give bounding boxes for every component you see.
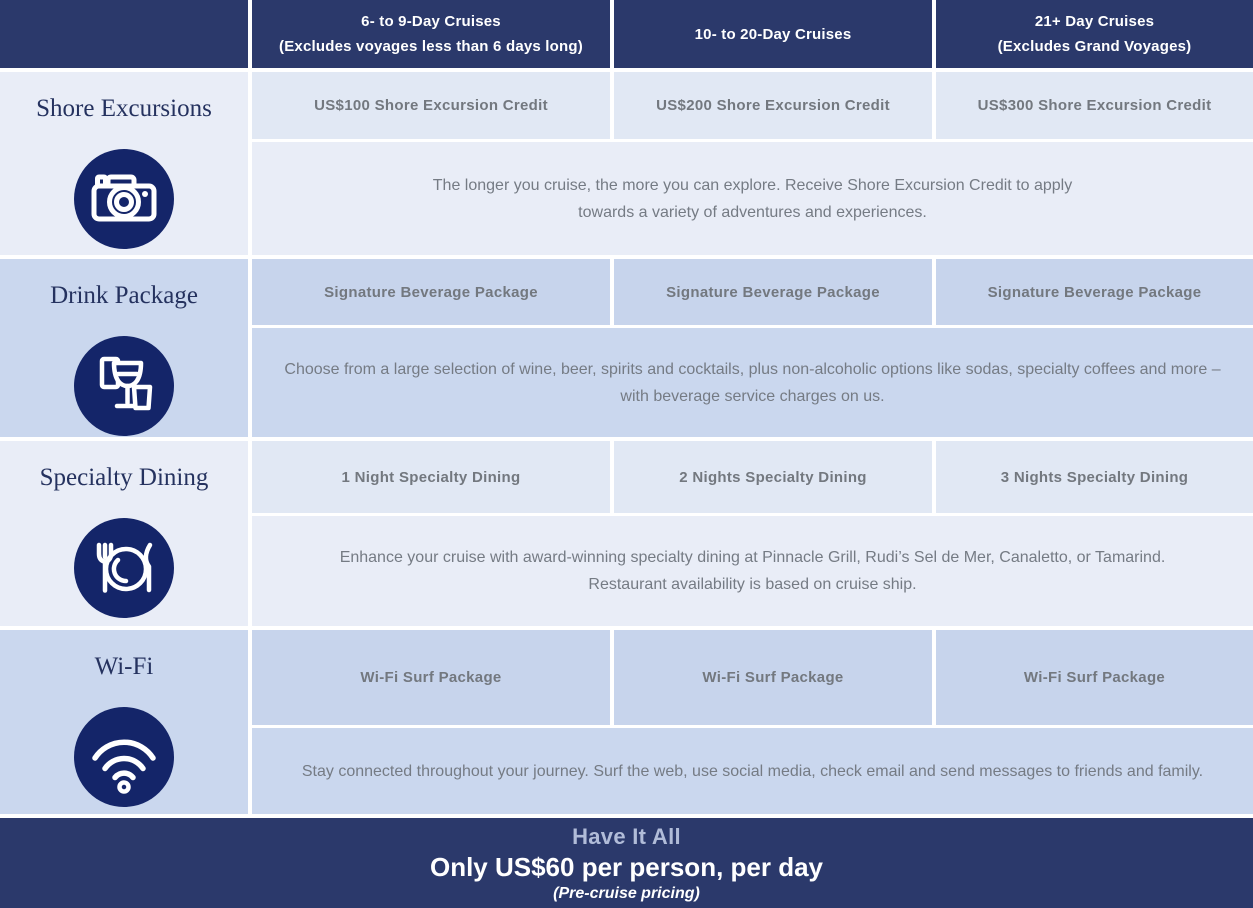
have-it-all-banner — [0, 818, 1253, 908]
column-title: 21+ Day Cruises — [1034, 13, 1155, 30]
row-shore-excursions — [0, 72, 1253, 255]
value-cells — [252, 630, 1253, 725]
column-subtitle: (Excludes voyages less than 6 days long) — [279, 38, 583, 55]
category-cell-specialty-dining — [0, 441, 248, 626]
value-cell: Signature Beverage Package — [252, 259, 610, 325]
category-cell-wifi — [0, 630, 248, 814]
row-content — [252, 441, 1253, 626]
row-drink-package — [0, 259, 1253, 437]
banner-title: Have It All — [572, 824, 681, 849]
row-description — [252, 728, 1253, 814]
wifi-icon — [74, 707, 174, 807]
banner-price: Only US$60 per person, per day — [429, 852, 824, 882]
category-label: Wi-Fi — [94, 653, 154, 680]
description-line: Restaurant availability is based on cruise ship. — [588, 576, 917, 593]
value-cell: Wi-Fi Surf Package — [614, 630, 932, 725]
description-line: Stay connected throughout your journey. Surf the web, use social media, check email and send messages to friends and family. — [301, 762, 1204, 780]
value-cells — [252, 72, 1253, 139]
column-subtitle: (Excludes Grand Voyages) — [997, 38, 1192, 55]
header-blank-cell — [0, 0, 248, 68]
description-line: Choose from a large selection of wine, beer, spirits and cocktails, plus non-alcoholic options like sodas, specialty coffees and more – — [284, 360, 1221, 378]
description-line: Enhance your cruise with award-winning specialty dining at Pinnacle Grill, Rudi’s Sel de Mer, Canaletto, or Tamarind. — [339, 549, 1166, 566]
value-cell: Signature Beverage Package — [936, 259, 1253, 325]
column-title: 6- to 9-Day Cruises — [361, 13, 501, 30]
header-column-10-to-20-day — [614, 0, 932, 68]
table-header-row — [0, 0, 1253, 68]
value-cell: US$200 Shore Excursion Credit — [614, 72, 932, 139]
value-cell: Signature Beverage Package — [614, 259, 932, 325]
row-content — [252, 630, 1253, 814]
category-label: Shore Excursions — [36, 95, 212, 122]
value-cell: 1 Night Specialty Dining — [252, 441, 610, 513]
value-cell: US$100 Shore Excursion Credit — [252, 72, 610, 139]
row-specialty-dining — [0, 441, 1253, 626]
value-cell: US$300 Shore Excursion Credit — [936, 72, 1253, 139]
category-label: Specialty Dining — [39, 464, 209, 491]
row-description — [252, 516, 1253, 626]
row-content — [252, 259, 1253, 437]
value-cell: Wi-Fi Surf Package — [252, 630, 610, 725]
column-title: 10- to 20-Day Cruises — [694, 25, 852, 43]
header-column-6-to-9-day — [252, 0, 610, 68]
value-cell: 3 Nights Specialty Dining — [936, 441, 1253, 513]
value-cells — [252, 259, 1253, 325]
description-line: with beverage service charges on us. — [620, 387, 885, 405]
row-content — [252, 72, 1253, 255]
category-cell-drink-package — [0, 259, 248, 437]
header-column-21-plus-day — [936, 0, 1253, 68]
category-label: Drink Package — [50, 282, 198, 309]
row-wifi — [0, 630, 1253, 814]
description-line: towards a variety of adventures and experiences. — [578, 203, 927, 221]
dining-icon — [74, 518, 174, 618]
banner-pricing-note: (Pre-cruise pricing) — [553, 885, 700, 902]
category-cell-shore-excursions — [0, 72, 248, 255]
value-cell: Wi-Fi Surf Package — [936, 630, 1253, 725]
description-line: The longer you cruise, the more you can explore. Receive Shore Excursion Credit to apply — [432, 176, 1073, 194]
value-cells — [252, 441, 1253, 513]
row-description — [252, 328, 1253, 437]
drinks-icon — [74, 336, 174, 436]
row-description — [252, 142, 1253, 255]
value-cell: 2 Nights Specialty Dining — [614, 441, 932, 513]
camera-icon — [74, 149, 174, 249]
